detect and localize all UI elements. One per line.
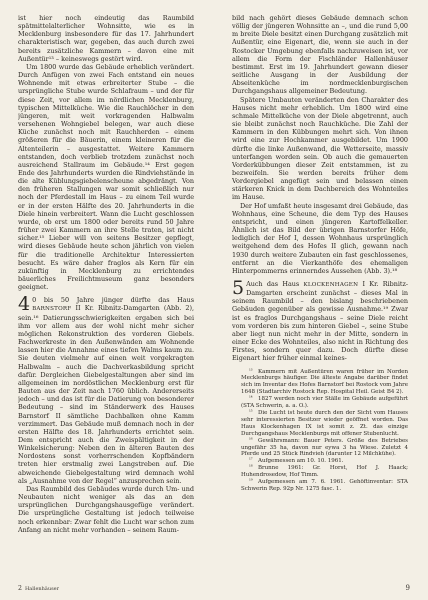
- body-paragraph: Spätere Umbauten veränderten den Charakter des Hauses nicht mehr erheblich. Um 1800 wird eine schmale Mittelküche von der Diele abgetrennt, auch sie bleibt zunächst noch Rauchküche. Die Zahl der Kammern in den Kübbungen mehrt sich. Von ihnen wird eine zur Hochkammer ausgebildet. Um 1900 dürfte die linke Außenwand, die Wetterseite, massiv unterfangen worden sein. Ob auch die gemauerten Vorderkübbungen dieser Zeit entstammen, ist zu bezweifeln. Sie werden bereits früher dem Vordergiebel angefügt sein und belassen einen stärkeren Knick in dem Dachbereich des Wohnteiles im Hause.: [232, 95, 408, 202]
- left-text-column: [18, 14, 194, 576]
- section-5-text: I Kr. Ribnitz-Damgarten erscheint zunächst – dieses Mal in seinem Raumbild – den bislang beschriebenen Gebäuden gegenüber als gewisse Ausnahme.¹⁹ Zwar ist es fraglos Durchgangshaus – seine Diele reicht vom vorderen bis zum hinteren Giebel –, seine Stube aber liegt nun nicht mehr in der Mitte, sondern in einer Ecke des Wohnteiles, also nicht in Richtung des Firstes, sondern quer dazu. Doch dürfte diese Eigenart hier früher einmal keines-: [232, 280, 408, 363]
- footnote: ¹⁵ Die Lucht ist heute durch den der Sicht vom Hauses sehr interessierten Besitzer wieder geöffnet worden. Das Haus Klockenhagen IX ist somit z. Zt. das einzige Durchgangshaus Mecklenburgs mit offener Stubenlucht.: [241, 410, 408, 437]
- section-5-paragraph: [232, 277, 408, 363]
- footnote: ¹⁷ Aufgemessen am 10. 10. 1961.: [249, 458, 344, 465]
- footnote: ¹⁹ Aufgemessen am 7. 6. 1961. Gehöftinventar: STA Schwerin Rep. 92p Nr. 1275 fasc. 1.: [241, 479, 408, 492]
- section-4-text: II Kr. Ribnitz-Damgarten (Abb. 2), sein.¹⁶ Datierungsschwierigkeiten ergaben sich bei ihm vor allem aus der wohl nicht mehr sicher möglichen Rekonstruktion des vorderen Giebels. Fachwerkreste in den Außenwänden am Wohnende lassen hier die Annahme eines tiefen Walms kaum zu. Sie deuten vielmehr auf einen weit vorgekragten Halbwalm – auch die Dachverkasbildung spricht dafür. Dergleichen Giebelgestaltungen aber sind im allgemeinen im nordöstlichen Mecklenburg erst für Bauten aus der Zeit nach 1760 üblich. Andererseits jedoch – und das ist für die Datierung von besonderer Bedeutung – sind im Ständerwerk des Hauses Barnstorf II sämtliche Dachbalken ohne Kamm verzimmert. Das Gebäude muß demnach noch in der ersten Hälfte des 18. Jahrhunderts errichtet sein. Dem entspricht auch die Zweispältigkeit in der Winkelsicherung: Neben den in älteren Bauten des Nordostens sonst vorherrschenden Kopfbändern treten hier erstmalig zwei Langstreben auf. Die abweichende Giebelgestaltung wird demnach wohl als „Ausnahme von der Regel“ anzusprechen sein.: [18, 304, 194, 485]
- place-name-barnstorf: BARNSTORF: [32, 306, 72, 313]
- footnote: ¹⁶ Gewährsmann: Bauer Peters. Größe des Betriebes ungefähr 35 ha, davon nur eywa 3 ha Wiese. Zuletzt 4 Pferde und 25 Stück Rindvieh (darunter 12 Milchkühe).: [241, 437, 408, 458]
- body-paragraph: Um 1800 wurde das Gebäude erheblich verändert. Durch Anfügen von zwei Fach entstand ein neues Wohnende mit etwas erbreiterter Stube – die ursprüngliche Stube wurde Schlafraum – und der für diese Zeit, vor allem im nördlichen Mecklenburg, typischen Mittelküche. Wie die Rauchlöcher in den jüngeren, mit weit vorkragenden Halbwalm versehenen Wohngiebel belegen, war auch diese Küche zunächst noch mit Rauchherden – einem größeren für die Bäuerin, einem kleineren für die Altenteilerin – ausgestattet. Weitere Kammern entstanden, doch verblieb trotzdem zunächst noch ausreichend Stallraum im Gebäude.¹⁴ Erst gegen Ende des Jahrhunderts wurden die Rindviehstände in die alte Küblungsgiebelenscheune abgedrängt. Von den früheren Stallungen war somit schließlich nur noch der Pferdestall im Haus – zu einem Teil wurde er in der ersten Hälfte des 20. Jahrhunderts in die Diele hinein verbreitert. Wann die Lucht geschlossen wurde, ob erst um 1800 oder bereits rund 50 Jahre früher zwei Kammern an ihre Stelle traten, ist nicht sicher.¹⁵ Lieber will von seitens Besitzer gepflegt, wird dieses Gebäude heute schon jährlich von vielen für die traditionelle Architektur Interessierten besucht. Es wäre daher fraglos als Kern für ein zukünftig in Mecklenburg zu errichtendes bäuerliches Freilichtmuseum ganz besonders geeignet.: [18, 62, 194, 292]
- page-number: 9: [405, 584, 410, 592]
- body-paragraph: bild nach gehört dieses Gebäude demnach schon völlig der jüngeren Wohnsitte an –, und die rund 5,00 m breite Diele besitzt einen Durchgang zusätzlich mit Außentür, eine Eigenart, die, wenn sie auch in der Rostocker Umgebung ebenfalls nachzuweisen ist, vor allem die Form der Fischländer Hallenhäuser bestimmt. Erst im 19. Jahrhundert gewann dieser seitliche Ausgang in der Ausbildung der Abseitenküche im nordmecklenburgischen Durchgangshaus allgemeiner Bedeutung.: [232, 14, 408, 96]
- section-number-5: 5: [232, 277, 245, 299]
- right-text-column: [232, 14, 408, 576]
- body-paragraph: Der Hof umfaßt heute insgesamt drei Gebäude, das Wohnhaus, eine Scheune, die dem Typ des Hauses entspricht, und einen jüngeren Kartoffelkeller. Ähnlich ist das Bild der übrigen Barnstorfer Höfe, lediglich der Hof I, dessen Wohnhaus ursprünglich weitgehend dem des Hofes II glich, gewann nach 1930 durch weitere Zubauten ein fast geschlossenes, entfernt an die Vierkanthöfe des ehemaligen Hinterpommerns erinnerndes Aussehen (Abb. 3).¹⁸: [232, 201, 408, 275]
- section-5-lead: Auch das Haus: [246, 280, 304, 288]
- signature-number: 2: [18, 585, 22, 592]
- footnote: ¹³ Kammern mit Außentüren waren früher im Norden Mecklenburgs häufiger. Die älteste Angabe darüber findet sich im Inventar des Hofes Barnstorf bei Rostock vom Jahre 1648 (Stadtarchiv Rostock Rep. Hospital Heil. Geist B4 2).: [241, 368, 408, 396]
- section-4-paragraph: [18, 293, 194, 485]
- section-4-lead: 0 bis 50 Jahre jünger dürfte das Haus: [32, 296, 194, 305]
- section-number-4: 4: [18, 293, 31, 316]
- body-paragraph: ist hier noch eindeutig das Raumbild spätmittelalterlicher Wohnsitte, wie es in Mecklenburg insbesondere für das 17. Jahrhundert charakteristisch war, gegeben, das auch durch zwei bereits zusätzliche Kammern – davon eine mit Außentür¹³ – keineswegs gestört wird.: [18, 14, 194, 63]
- footer-left: [18, 585, 59, 592]
- footnote: ¹⁸ Brunne 1961: Gr. Horst, Hof J. Haack; Huhendrosedow, Hof Timm.: [241, 465, 408, 479]
- place-name-klockenhagen: KLOCKENHAGEN: [303, 282, 359, 288]
- footnote: ¹⁴ 1827 werden noch vier Ställe im Gebäude aufgeführt (STA Schwerin, a. a. O.).: [241, 396, 408, 410]
- footnotes: [232, 369, 408, 493]
- body-paragraph: Das Raumbild des Gebäudes wurde durch Um- und Neubauten nicht weniger als das an den ursprünglichen Durchgangshausgefüge verändert. Die ursprüngliche Gestaltung ist jedoch teilweise noch erkennbar: Zwar fehlt die Lucht war schon zum Anfang an nicht mehr vorhanden – seinem Raum-: [18, 484, 194, 534]
- signature-caption: Hallenhäuser: [24, 586, 59, 592]
